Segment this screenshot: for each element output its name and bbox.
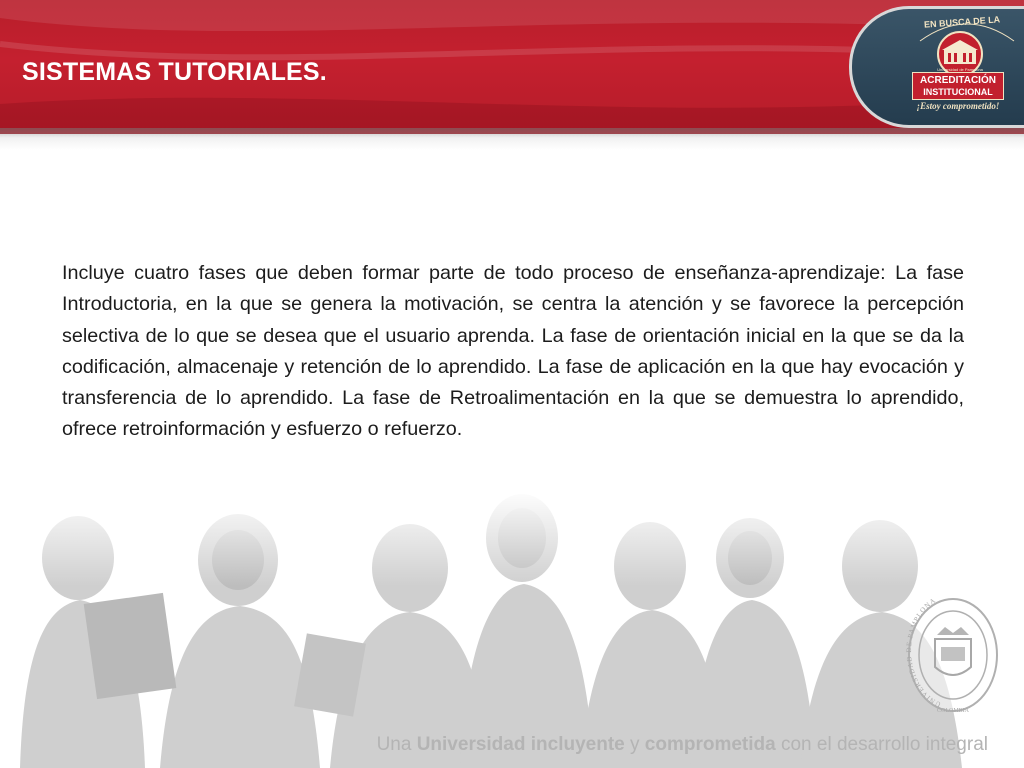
- tagline-part-5: con el desarrollo integral: [775, 734, 988, 755]
- accreditation-badge: [849, 6, 1024, 128]
- footer-tagline: [377, 734, 988, 756]
- badge-line-1: ACREDITACIÓN: [920, 75, 996, 86]
- header-shadow: [0, 128, 1024, 150]
- body-paragraph: Incluye cuatro fases que deben formar parte de todo proceso de enseñanza-aprendizaje: La fase Introductoria, en la que se genera la motivación, se centra la atención y se favorece la percepción selectiva de lo que se desea que el usuario aprenda. La fase de orientación inicial en la que se da la codificación, almacenaje y retención de lo aprendido. La fase de aplicación en la que hay evocación y transferencia de lo aprendido. La fase de Retroalimentación en la que se demuestra lo aprendido, ofrece retroinformación y esfuerzo o refuerzo.: [62, 262, 964, 441]
- slide-title: SISTEMAS TUTORIALES.: [22, 58, 327, 86]
- tagline-part-3: y: [624, 734, 645, 755]
- tagline-part-4: comprometida: [644, 734, 776, 755]
- badge-title-box: [912, 72, 1004, 100]
- tagline-part-2: Universidad incluyente: [416, 734, 625, 755]
- badge-slogan: ¡Estoy comprometido!: [916, 101, 1000, 111]
- seal-bottom-text: COLOMBIA: [936, 708, 970, 714]
- badge-arc-text: EN BUSCA DE LA: [923, 14, 1001, 30]
- badge-emblem-text: Universidad de Pamplona: [937, 67, 983, 72]
- students-background-photo: [0, 488, 1024, 768]
- tagline-part-1: Una: [376, 734, 417, 755]
- badge-line-2: INSTITUCIONAL: [923, 87, 993, 97]
- university-seal-icon: [905, 595, 1001, 719]
- seal-ring-text: UNIVERSIDAD DE PAMPLONA: [905, 596, 943, 709]
